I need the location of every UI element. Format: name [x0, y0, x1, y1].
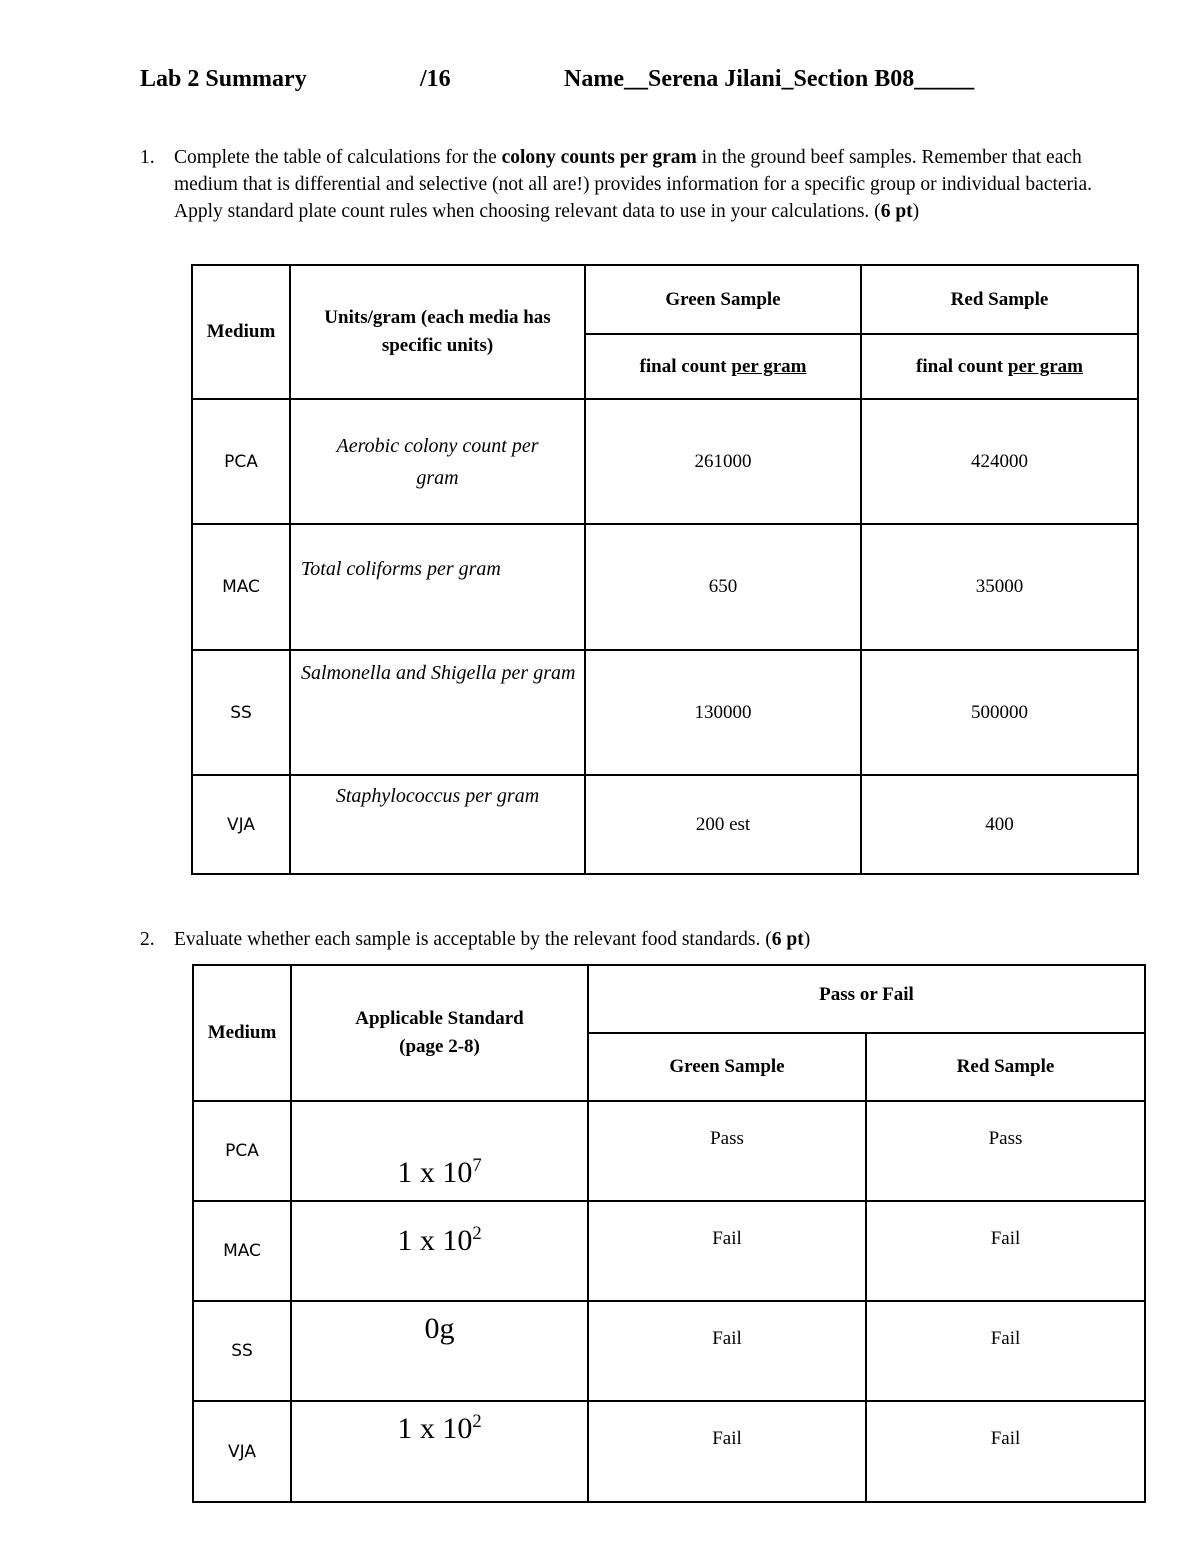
question-text-part: Evaluate whether each sample is acceptable by the relevant food standards. ( — [174, 929, 772, 950]
units-cell: Aerobic colony count per gram — [290, 399, 585, 524]
standard-exponent: 2 — [472, 1411, 482, 1432]
red-result-cell: Pass — [866, 1101, 1145, 1201]
medium-cell: VJA — [193, 1401, 291, 1502]
red-count-cell: 35000 — [861, 524, 1138, 650]
standard-value: 1 x 10 — [397, 1224, 473, 1257]
units-cell: Total coliforms per gram — [290, 524, 585, 650]
table-row — [193, 1201, 1145, 1301]
standard-value: 1 x 10 — [397, 1412, 473, 1445]
question-number: 1. — [140, 147, 155, 168]
question-number: 2. — [140, 929, 155, 950]
question-text — [174, 926, 1140, 953]
units-cell: Staphylococcus per gram — [290, 775, 585, 874]
question-text — [174, 144, 1140, 225]
document-title: Lab 2 Summary — [140, 66, 307, 92]
food-standards-table — [192, 964, 1146, 1503]
standard-exponent: 7 — [472, 1155, 482, 1176]
header-medium: Medium — [193, 965, 291, 1101]
green-count-cell: 130000 — [585, 650, 861, 775]
green-result-cell: Fail — [588, 1201, 866, 1301]
red-count-cell: 424000 — [861, 399, 1138, 524]
red-result-cell: Fail — [866, 1401, 1145, 1502]
medium-cell: PCA — [192, 399, 290, 524]
medium-cell: SS — [193, 1301, 291, 1401]
header-pass-fail: Pass or Fail — [588, 965, 1145, 1033]
points-label: 6 pt — [880, 201, 913, 222]
standard-cell — [291, 1101, 588, 1201]
header-units: Units/gram (each media has specific units) — [290, 265, 585, 399]
medium-cell: PCA — [193, 1101, 291, 1201]
header-medium: Medium — [192, 265, 290, 399]
header-standard-line1: Applicable Standard — [355, 1008, 524, 1029]
table-row — [192, 399, 1138, 524]
name-section-line: Name__Serena Jilani_Section B08_____ — [564, 66, 975, 92]
table-row — [192, 524, 1138, 650]
standard-exponent: 2 — [472, 1223, 482, 1244]
medium-cell: SS — [192, 650, 290, 775]
red-count-cell: 500000 — [861, 650, 1138, 775]
colony-count-table — [191, 264, 1139, 875]
subheader-text: final count — [639, 355, 732, 377]
red-result-cell: Fail — [866, 1201, 1145, 1301]
subheader-underlined: per gram — [1007, 355, 1083, 377]
question-text-part: Complete the table of calculations for the — [174, 147, 502, 168]
subheader-text: final count — [916, 355, 1008, 377]
medium-cell: VJA — [192, 775, 290, 874]
green-count-cell: 200 est — [585, 775, 861, 874]
table-row — [192, 650, 1138, 775]
table-row — [193, 1101, 1145, 1201]
green-count-cell: 261000 — [585, 399, 861, 524]
header-green-sample: Green Sample — [585, 265, 861, 334]
standard-value: 0g — [424, 1312, 455, 1345]
medium-cell: MAC — [193, 1201, 291, 1301]
red-count-cell: 400 — [861, 775, 1138, 874]
table-row — [193, 1301, 1145, 1401]
subheader-green-final-count — [585, 334, 861, 399]
units-cell: Salmonella and Shigella per gram — [290, 650, 585, 775]
header-green-sample: Green Sample — [588, 1033, 866, 1101]
medium-cell: MAC — [192, 524, 290, 650]
page-header — [140, 66, 1100, 98]
question-1 — [140, 144, 1140, 225]
score-field: /16 — [420, 66, 451, 92]
green-result-cell: Fail — [588, 1401, 866, 1502]
header-applicable-standard — [291, 965, 588, 1101]
header-red-sample: Red Sample — [861, 265, 1138, 334]
header-red-sample: Red Sample — [866, 1033, 1145, 1101]
points-label: 6 pt — [771, 929, 804, 950]
green-result-cell: Pass — [588, 1101, 866, 1201]
green-count-cell: 650 — [585, 524, 861, 650]
question-2 — [140, 926, 1140, 953]
red-result-cell: Fail — [866, 1301, 1145, 1401]
question-text-part: ) — [803, 929, 811, 950]
standard-cell — [291, 1301, 588, 1401]
header-standard-line2: (page 2-8) — [399, 1036, 480, 1057]
standard-cell — [291, 1201, 588, 1301]
question-text-part: in the ground beef samples. Remember that each medium that is differential and selective (not all are!) provides information for a specific group or individual bacteria. Apply standard plate count rules when choosing relevant data to use in your calculations. ( — [174, 147, 1092, 222]
green-result-cell: Fail — [588, 1301, 866, 1401]
subheader-underlined: per gram — [731, 355, 807, 377]
question-text-part: ) — [912, 201, 920, 222]
standard-cell — [291, 1401, 588, 1502]
subheader-red-final-count — [861, 334, 1138, 399]
standard-value: 1 x 10 — [397, 1156, 473, 1189]
table-row — [193, 1401, 1145, 1502]
question-emphasis: colony counts per gram — [501, 147, 697, 168]
table-row — [192, 775, 1138, 874]
